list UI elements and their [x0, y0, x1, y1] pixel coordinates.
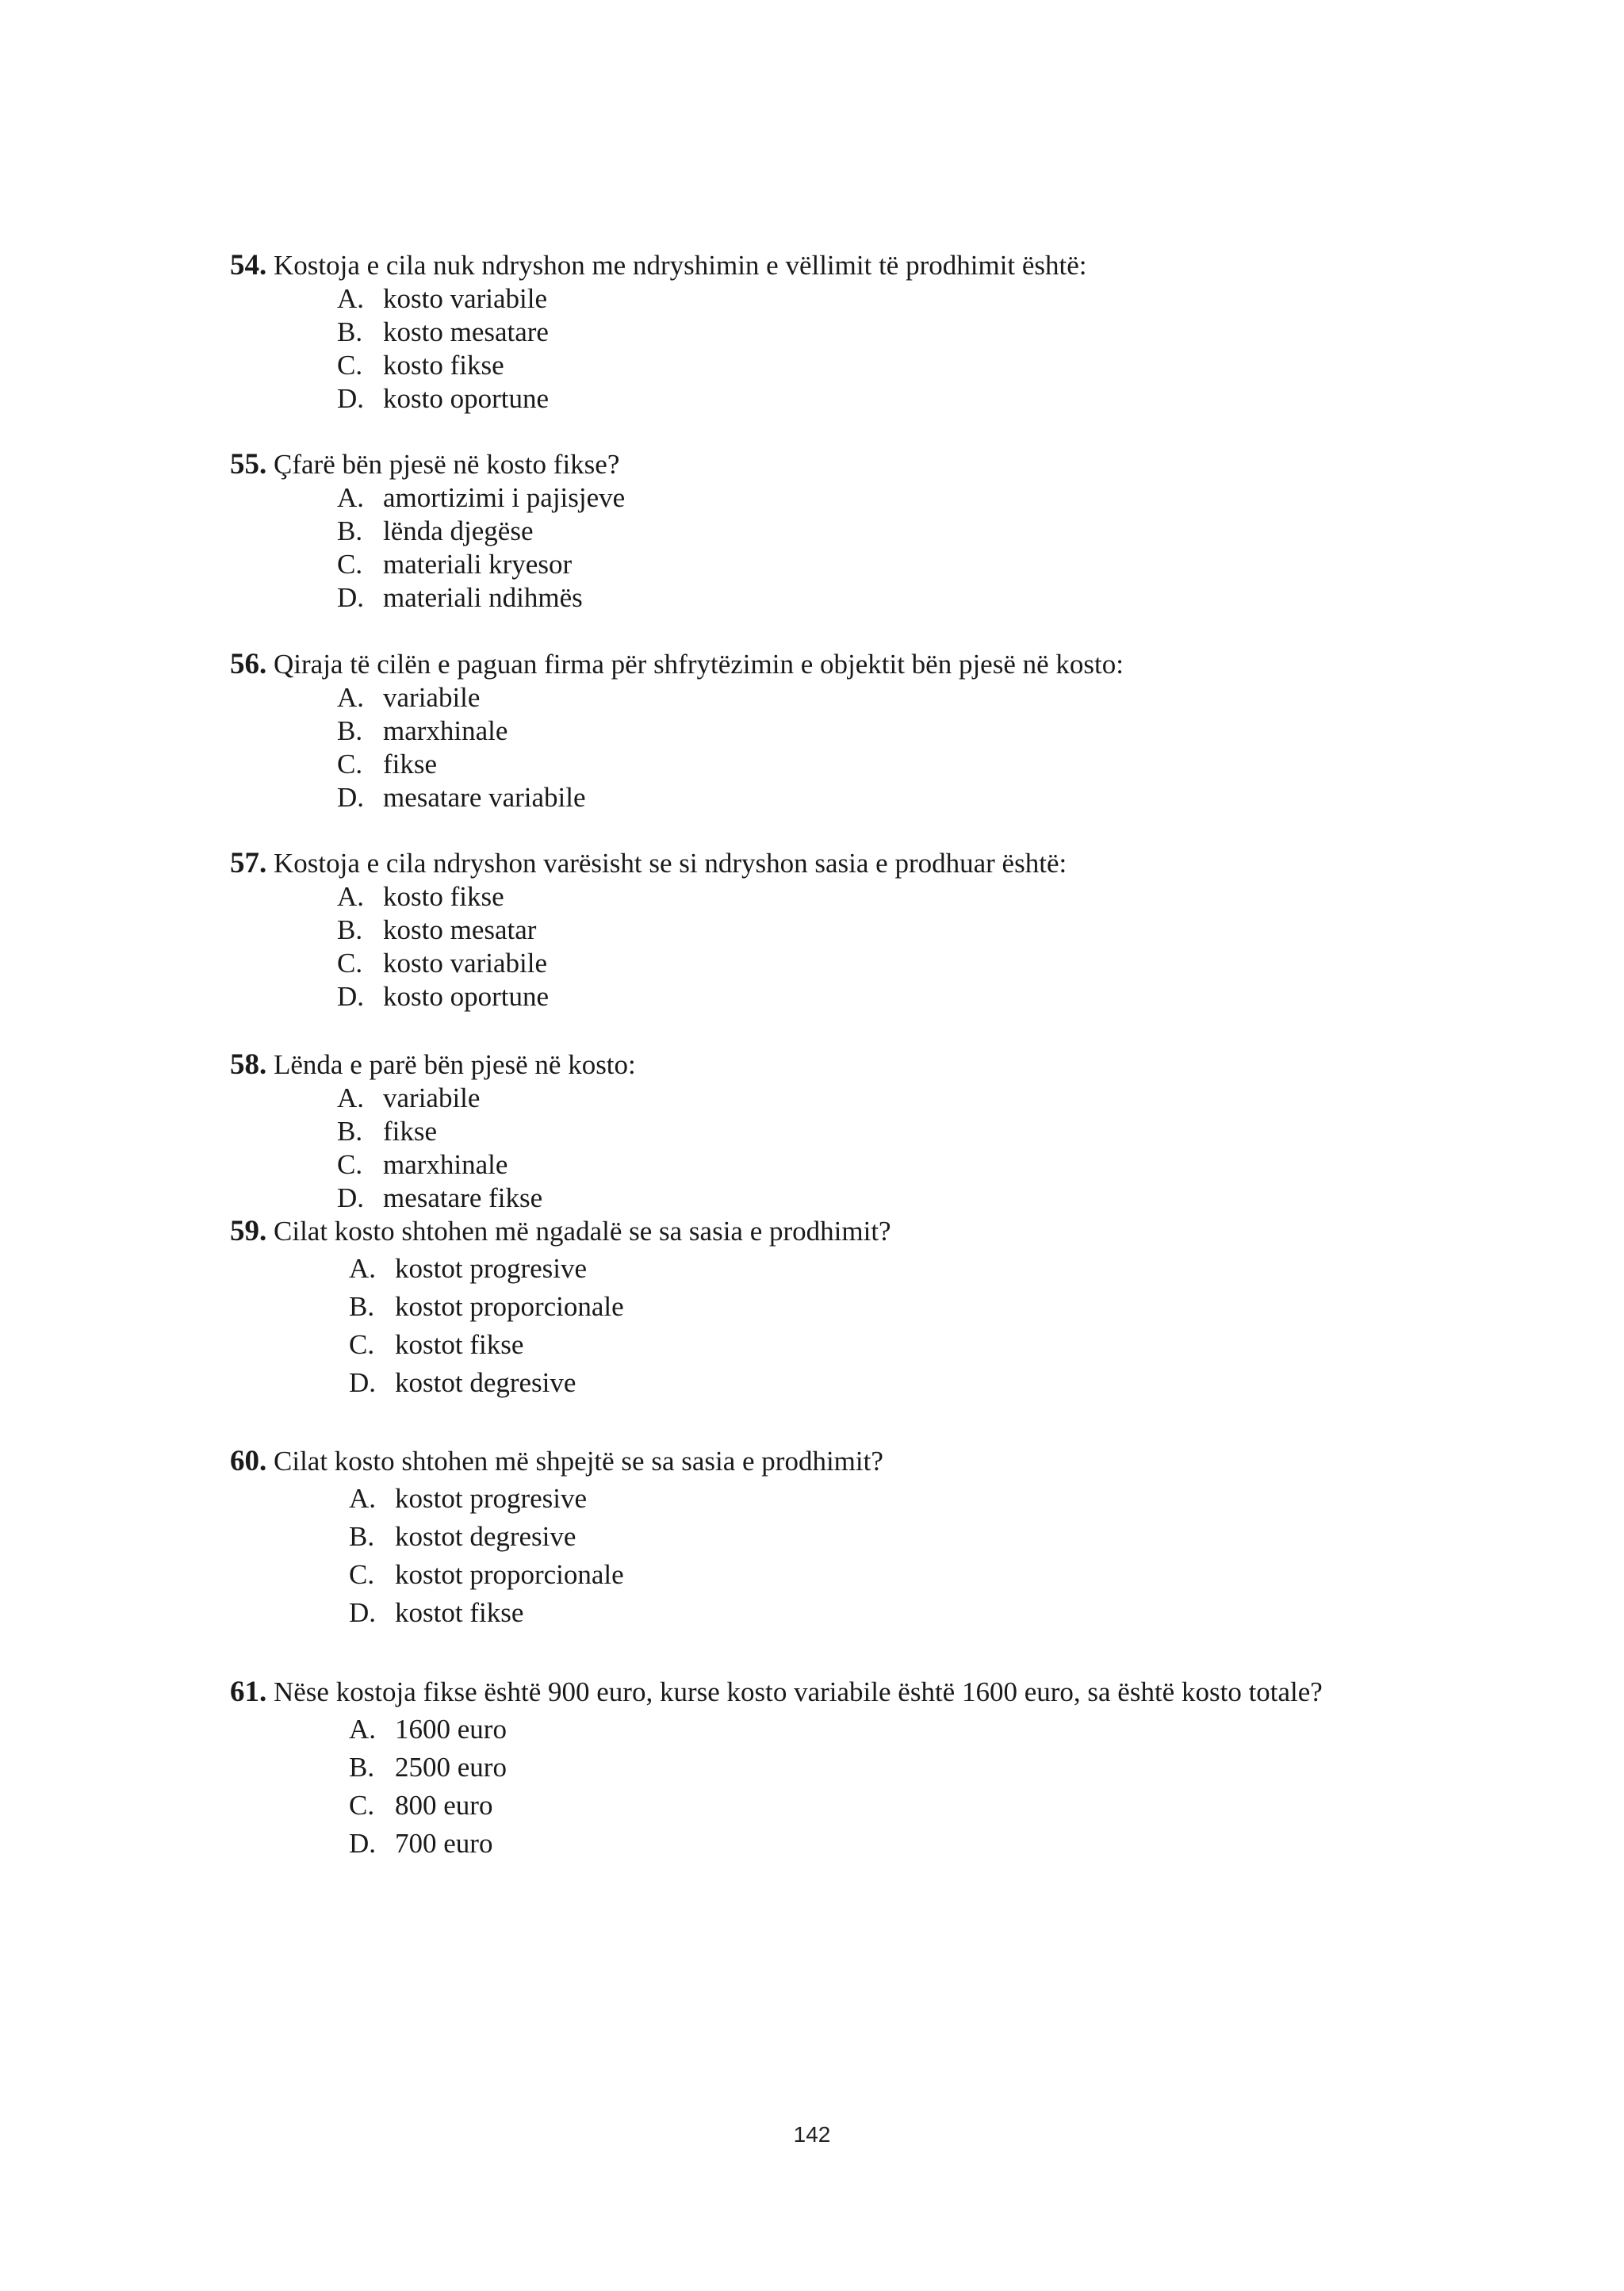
option-text: kostot fikse [395, 1597, 524, 1628]
option-letter: B. [349, 1521, 375, 1552]
option-b [349, 1518, 1419, 1556]
option-text: kostot fikse [395, 1329, 524, 1360]
option-text: variabile [383, 682, 481, 713]
question-text: Nëse kostoja fikse është 900 euro, kurse kosto variabile është 1600 euro, sa është kosto totale? [274, 1676, 1323, 1707]
question-stem [230, 448, 1419, 481]
option-letter: C. [337, 948, 363, 979]
option-text: kostot proporcionale [395, 1291, 624, 1322]
option-b [337, 715, 1419, 748]
option-letter: C. [337, 549, 363, 580]
option-letter: B. [337, 715, 363, 746]
option-d [337, 1182, 1419, 1215]
question-number: 60. [230, 1445, 267, 1477]
option-c [337, 349, 1419, 382]
option-text: 800 euro [395, 1790, 493, 1821]
option-text: materiali kryesor [383, 549, 573, 580]
question-number: 55. [230, 448, 267, 481]
option-text: kostot progresive [395, 1253, 588, 1284]
question-stem [230, 1215, 1419, 1248]
option-text: kosto oportune [383, 981, 550, 1012]
option-d [349, 1594, 1419, 1632]
option-letter: B. [337, 1116, 363, 1147]
option-list [337, 1082, 1419, 1215]
option-a [337, 880, 1419, 914]
question-stem [230, 249, 1419, 282]
page-number: 142 [793, 2122, 831, 2147]
option-letter: D. [337, 582, 365, 613]
option-text: marxhinale [383, 1149, 508, 1180]
option-d [337, 980, 1419, 1013]
question-text: Qiraja të cilën e paguan firma për shfrytëzimin e objektit bën pjesë në kosto: [274, 649, 1124, 680]
option-text: mesatare fikse [383, 1182, 543, 1213]
question-number: 54. [230, 249, 267, 282]
option-letter: D. [337, 1182, 365, 1213]
question-57 [230, 847, 1419, 1013]
option-a [349, 1711, 1419, 1749]
option-letter: A. [337, 482, 365, 513]
option-d [337, 581, 1419, 615]
option-text: kosto variabile [383, 948, 548, 979]
option-d [337, 382, 1419, 416]
option-letter: B. [349, 1752, 375, 1783]
question-stem [230, 1048, 1419, 1082]
question-stem [230, 847, 1419, 880]
question-text: Cilat kosto shtohen më ngadalë se sa sasia e prodhimit? [274, 1216, 891, 1247]
option-list [349, 1480, 1419, 1632]
option-letter: A. [337, 283, 365, 314]
option-text: kostot proporcionale [395, 1559, 624, 1590]
option-a [349, 1480, 1419, 1518]
question-stem [230, 1445, 1419, 1478]
question-stem [230, 1676, 1419, 1709]
option-list [349, 1250, 1419, 1402]
option-letter: C. [349, 1559, 375, 1590]
option-c [337, 548, 1419, 581]
option-text: amortizimi i pajisjeve [383, 482, 626, 513]
option-text: 2500 euro [395, 1752, 507, 1783]
option-c [349, 1556, 1419, 1594]
option-c [337, 748, 1419, 781]
question-text: Cilat kosto shtohen më shpejtë se sa sasia e prodhimit? [274, 1446, 883, 1477]
option-letter: C. [337, 749, 363, 780]
option-letter: C. [337, 350, 363, 381]
option-b [349, 1288, 1419, 1326]
option-letter: B. [337, 515, 363, 546]
option-a [349, 1250, 1419, 1288]
option-a [337, 1082, 1419, 1115]
question-number: 57. [230, 847, 267, 879]
option-list [337, 282, 1419, 416]
option-c [337, 947, 1419, 980]
option-letter: A. [349, 1714, 377, 1745]
option-c [349, 1326, 1419, 1364]
option-d [349, 1364, 1419, 1402]
option-c [337, 1148, 1419, 1182]
option-list [337, 880, 1419, 1013]
option-d [337, 781, 1419, 814]
question-number: 59. [230, 1215, 267, 1247]
option-letter: D. [349, 1828, 377, 1859]
question-number: 61. [230, 1676, 267, 1708]
option-text: kosto oportune [383, 383, 550, 414]
option-a [337, 282, 1419, 316]
option-letter: A. [337, 881, 365, 912]
option-letter: D. [337, 782, 365, 813]
option-text: fikse [383, 749, 438, 780]
option-letter: B. [337, 914, 363, 945]
question-text: Çfarë bën pjesë në kosto fikse? [274, 449, 620, 480]
question-text: Kostoja e cila nuk ndryshon me ndryshimin e vëllimit të prodhimit është: [274, 250, 1087, 281]
question-text: Lënda e parë bën pjesë në kosto: [274, 1049, 636, 1080]
option-text: kostot degresive [395, 1367, 576, 1398]
option-list [349, 1711, 1419, 1863]
option-text: kosto variabile [383, 283, 548, 314]
option-b [337, 1115, 1419, 1148]
option-letter: A. [337, 1082, 365, 1113]
option-c [349, 1787, 1419, 1825]
option-letter: B. [349, 1291, 375, 1322]
question-54 [230, 249, 1419, 416]
option-text: 1600 euro [395, 1714, 507, 1745]
option-b [337, 316, 1419, 349]
option-letter: A. [337, 682, 365, 713]
question-58 [230, 1048, 1419, 1215]
option-letter: D. [337, 981, 365, 1012]
question-60 [230, 1445, 1419, 1632]
option-text: mesatare variabile [383, 782, 586, 813]
option-letter: D. [349, 1597, 377, 1628]
question-number: 56. [230, 648, 267, 680]
option-text: kosto fikse [383, 350, 504, 381]
option-b [349, 1749, 1419, 1787]
option-text: fikse [383, 1116, 438, 1147]
option-list [337, 481, 1419, 615]
option-text: variabile [383, 1082, 481, 1113]
question-number: 58. [230, 1048, 267, 1081]
option-text: kosto mesatar [383, 914, 537, 945]
option-d [349, 1825, 1419, 1863]
option-text: kostot degresive [395, 1521, 576, 1552]
option-text: lënda djegëse [383, 515, 534, 546]
question-61 [230, 1676, 1419, 1863]
option-b [337, 914, 1419, 947]
option-list [337, 681, 1419, 814]
question-text: Kostoja e cila ndryshon varësisht se si ndryshon sasia e prodhuar është: [274, 848, 1067, 879]
option-letter: B. [337, 316, 363, 347]
question-59 [230, 1215, 1419, 1402]
option-text: kosto fikse [383, 881, 504, 912]
option-b [337, 515, 1419, 548]
question-55 [230, 448, 1419, 615]
option-text: 700 euro [395, 1828, 493, 1859]
option-text: marxhinale [383, 715, 508, 746]
question-56 [230, 648, 1419, 814]
option-text: kosto mesatare [383, 316, 549, 347]
option-letter: D. [349, 1367, 377, 1398]
option-letter: C. [337, 1149, 363, 1180]
option-letter: C. [349, 1329, 375, 1360]
option-letter: C. [349, 1790, 375, 1821]
option-letter: A. [349, 1253, 377, 1284]
option-letter: D. [337, 383, 365, 414]
option-text: materiali ndihmës [383, 582, 583, 613]
option-a [337, 681, 1419, 715]
option-text: kostot progresive [395, 1483, 588, 1514]
option-letter: A. [349, 1483, 377, 1514]
option-a [337, 481, 1419, 515]
question-stem [230, 648, 1419, 681]
